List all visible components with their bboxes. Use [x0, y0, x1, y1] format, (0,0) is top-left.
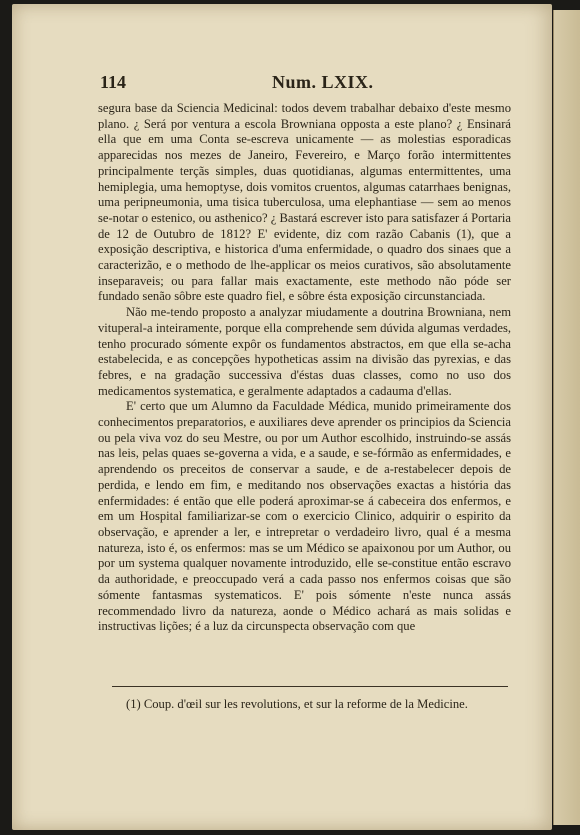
- footnote-rule: [112, 686, 508, 687]
- page-edge: [553, 10, 580, 825]
- page-number: 114: [100, 72, 127, 92]
- paragraph-2: Não me-tendo proposto a analyzar miudamente a doutrina Browniana, nem vituperal-a inteiramente, porque ella comprehende sem dúvida algumas verdades, tenho procurado sómente expôr os fundamentos abstractos, em que ella se-acha estabelecida, e as concepções hypotheticas assim na divisão das pyrexias, e das febres, e na gradação successiva d'éstas duas classes, como no uso dos medicamentos systematica, e geralmente adaptados a cadauma d'ellas.: [98, 305, 511, 398]
- page-header: [100, 72, 500, 96]
- footnote: (1) Coup. d'œil sur les revolutions, et sur la reforme de la Medicine.: [126, 697, 468, 711]
- paragraph-1: segura base da Sciencia Medicinal: todos devem trabalhar debaixo d'este mesmo plano. ¿ Será por ventura a escola Browniana opposta a este plano? ¿ Ensinará ella que em uma Conta se-escreva unicamente — as molestias esporadicas apparecidas nos mezes de Janeiro, Fevereiro, e Março forão intermittentes principalmente terçãs simples, duas quotidianas, algumas entermittentes, uma hemiplegia, uma hemoptyse, dois vomitos cruentos, algumas catarrhaes benignas, uma peripneumonia, uma tisica tuberculosa, uma elephantiase — sem ao menos se-notar o estenico, ou asthenico? ¿ Bastará escrever isto para satisfazer á Portaria de 12 de Outubro de 1812? E' evidente, diz com razão Cabanis (1), que a exposição descriptiva, e historica d'uma enfermidade, o quadro dos sinaes que a caracterizão, e o methodo de lhe-applicar os meios curativos, são absolutamente inseparaveis; ou para fallar mais exactamente, este methodo não póde ser fundado senão sôbre este quadro fiel, e sôbre ésta exposição circunstanciada.: [98, 101, 511, 304]
- paragraph-3: E' certo que um Alumno da Faculdade Médica, munido primeiramente dos conhecimentos preparatorios, e auxiliares deve aprender os principios da Sciencia ou pela viva voz do seu Mestre, ou por um Author escolhido, instruindo-se assás nas leis, pelas quaes se-governa a vida, e a saude, e se-fórmão as enfermidades, e aprendendo os preceitos de conservar a saude, e de a-restabelecer depois de perdida, e lendo em fim, e meditando nos observações exactas a história das enfermidades: é então que elle poderá aproximar-se á cabeceira dos enfermos, e em um Hospital familiarizar-se com o exercicio Clinico, adquirir o espirito da observação, e aprender a ler, e intrepretar o verdadeiro livro, qual é a mesma natureza, isto é, os enfermos: mas se um Médico se apaixonou por um Author, ou por um systema qualquer novamente introduzido, elle se-constitue então escravo da authoridade, e preoccupado verá a cada passo nos enfermos coisas que são sómente fantasmas systematicos. E' pois sómente n'este nunca assás recommendado livro da natureza, aonde o Médico achará as mais solidas e instructivas lições; é a luz da circunspecta observação com que: [98, 399, 511, 634]
- running-title: Num. LXIX.: [272, 72, 374, 92]
- body-text: [98, 101, 511, 635]
